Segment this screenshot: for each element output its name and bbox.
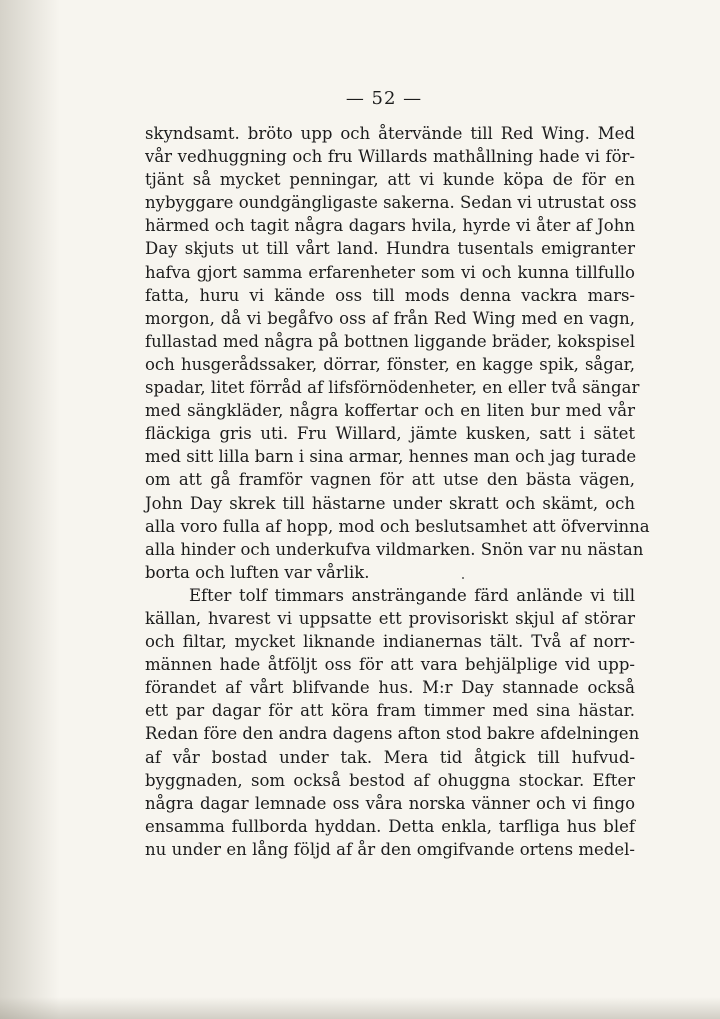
page-edge-shadow-bottom [0, 997, 720, 1019]
text-line: och husgerådssaker, dörrar, fönster, en kagge spik, sågar, [145, 354, 635, 374]
text-line: nybyggare oundgängligaste sakerna. Sedan vi utrustat oss [145, 193, 637, 213]
text-line: Day skjuts ut till vårt land. Hundra tusentals emigranter [145, 239, 635, 259]
page-number: — 52 — [345, 88, 423, 109]
text-line: några dagar lemnade oss våra norska vänner och vi fingo [145, 793, 635, 813]
text-line: af vår bostad under tak. Mera tid åtgick till hufvud- [145, 747, 635, 767]
text-line: alla voro fulla af hopp, mod och beslutsamhet att öfvervinna [145, 516, 650, 536]
text-line: ett par dagar för att köra fram timmer med sina hästar. [145, 701, 635, 721]
text-line: Redan före den andra dagens afton stod bakre afdelningen [145, 724, 640, 744]
text-line: om att gå framför vagnen för att utse den bästa vägen, [145, 470, 635, 490]
text-line: fullastad med några på bottnen liggande bräder, kokspisel [145, 331, 635, 351]
text-line: fatta, huru vi kände oss till mods denna vackra mars- [145, 285, 635, 305]
paragraph-1 [145, 122, 650, 584]
text-line: förandet af vårt blifvande hus. M:r Day stannade också [145, 678, 635, 698]
text-line: alla hinder och underkufva vildmarken. Snön var nu nästan [145, 539, 644, 559]
text-line: männen hade åtföljt oss för att vara behjälplige vid upp- [145, 655, 635, 675]
text-line: borta och luften var vårlik. [145, 562, 370, 582]
text-line: hafva gjort samma erfarenheter som vi och kunna tillfullo [145, 262, 635, 282]
text-line: nu under en lång följd af år den omgifvande ortens medel- [145, 839, 635, 859]
text-line: tjänt så mycket penningar, att vi kunde köpa de för en [145, 170, 635, 190]
text-line: med sitt lilla barn i sina armar, hennes man och jag turade [145, 447, 637, 467]
text-line: John Day skrek till hästarne under skratt och skämt, och [145, 493, 635, 513]
text-line: källan, hvarest vi uppsatte ett provisoriskt skjul af störar [145, 608, 635, 628]
page-edge-shadow-left [0, 0, 60, 1019]
text-line: spadar, litet förråd af lifsförnödenheter, en eller två sängar [145, 378, 640, 398]
text-line: ensamma fullborda hyddan. Detta enkla, tarfliga hus blef [145, 816, 635, 836]
text-line: byggnaden, som också bestod af ohuggna stockar. Efter [145, 770, 635, 790]
text-line: fläckiga gris uti. Fru Willard, jämte kusken, satt i sätet [145, 424, 635, 444]
text-line: härmed och tagit några dagars hvila, hyrde vi åter af John [145, 216, 635, 236]
body-text [145, 122, 650, 861]
text-line: morgon, då vi begåfvo oss af från Red Wing med en vagn, [145, 308, 635, 328]
text-line: Efter tolf timmars ansträngande färd anlände vi till [189, 585, 635, 605]
text-line: skyndsamt. bröto upp och återvände till Red Wing. Med [145, 124, 635, 143]
text-line: och filtar, mycket liknande indianernas tält. Två af norr- [145, 632, 635, 652]
text-line: med sängkläder, några koffertar och en liten bur med vår [145, 401, 635, 421]
paragraph-2 [145, 584, 640, 861]
text-line: vår vedhuggning och fru Willards mathållning hade vi för- [145, 147, 635, 167]
